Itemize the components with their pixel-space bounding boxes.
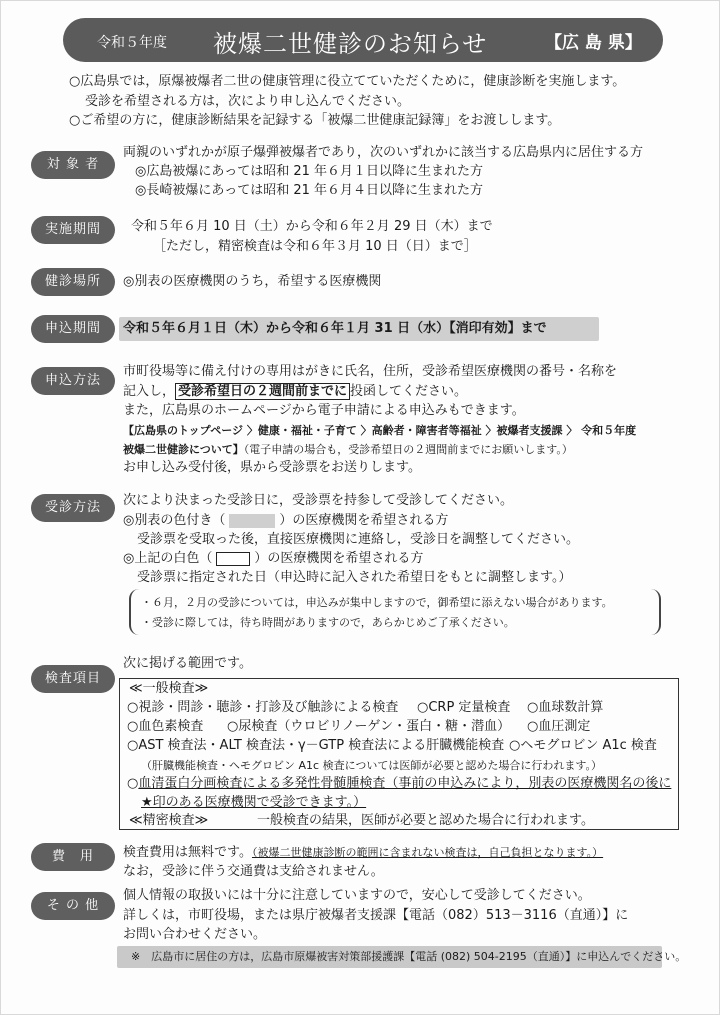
exam-liver-a1c-note: （肝臓機能検査・ヘモグロビン A1c 検査については医師が必要と認めた場合に行われます。） xyxy=(141,759,602,772)
exam-item-blood-count: ○血球数計算 xyxy=(527,700,604,715)
period-line-2: ［ただし，精密検査は令和６年３月 10 日（日）まで］ xyxy=(153,239,477,254)
fiscal-year: 令和５年度 xyxy=(97,35,167,51)
exam-myeloma-star-note: ★印のある医療機関で受診できます。） xyxy=(141,795,367,810)
precise-exam-text: 一般検査の結果，医師が必要と認めた場合に行われます。 xyxy=(257,813,594,828)
cost-line-1 xyxy=(123,844,603,862)
visit-method-line-5: 受診票に指定された日（申込時に記入された希望日をもとに調整します。） xyxy=(137,570,572,585)
page-title: 被爆二世健診のお知らせ xyxy=(213,30,488,58)
label-apply-period: 申込期間 xyxy=(31,315,115,343)
header-banner xyxy=(63,18,663,62)
visit-note-1: ・６月，２月の受診については，申込みが集中しますので，御希望に添えない場合があります。 xyxy=(141,596,613,609)
apply-method-line-5b: （電子申請の場合も，受診希望日の２週間前までにお願いします。） xyxy=(243,443,573,456)
label-exam-items: 検査項目 xyxy=(31,665,115,693)
apply-method-line-5 xyxy=(123,441,573,459)
white-color-swatch xyxy=(216,552,250,566)
exam-item-physical: ○視診・問診・聴診・打診及び触診による検査 xyxy=(127,700,399,715)
target-line-1: 両親のいずれかが原子爆弾被爆者であり，次のいずれかに該当する広島県内に居住する方 xyxy=(123,145,644,160)
visit-method-line-4b: ）の医療機関を希望される方 xyxy=(254,551,424,566)
period-line-1: 令和５年６月 10 日（土）から令和６年２月 29 日（木）まで xyxy=(131,219,493,234)
visit-method-line-3: 受診票を受取った後，直接医療機関に連絡し，受診日を調整してください。 xyxy=(137,532,580,547)
exam-item-myeloma-bullet: ○ xyxy=(127,776,139,791)
exam-item-liver: ○AST 検査法・ALT 検査法・γ－GTP 検査法による肝臓機能検査 xyxy=(127,738,505,753)
prefecture-tag: 【広 島 県】 xyxy=(545,33,642,53)
other-line-1: 個人情報の取扱いには十分に注意していますので，安心して受診してください。 xyxy=(123,888,591,903)
exam-item-a1c: ○ヘモグロビン A1c 検査 xyxy=(509,738,657,753)
cost-line-2: なお，受診に伴う交通費は支給されません。 xyxy=(123,864,384,879)
other-line-3: お問い合わせください。 xyxy=(123,927,267,942)
label-other: そ の 他 xyxy=(31,892,115,920)
label-target: 対 象 者 xyxy=(31,151,115,179)
label-cost: 費 用 xyxy=(31,843,115,871)
visit-method-line-4a: ◎上記の白色（ xyxy=(123,551,213,566)
label-period: 実施期間 xyxy=(31,216,115,244)
apply-method-nav-path: 【広島県のトップページ 〉健康・福祉・子育て 〉高齢者・障害者等福祉 〉被爆者支援課 〉 令和５年度 xyxy=(123,424,637,437)
label-place: 健診場所 xyxy=(31,268,115,296)
exam-item-myeloma xyxy=(127,775,671,793)
target-line-2: ◎広島被爆にあっては昭和 21 年６月１日以降に生まれた方 xyxy=(135,164,484,179)
cost-self-pay-note: （被爆二世健康診断の範囲に含まれない検査は，自己負担となります。） xyxy=(251,846,604,859)
intro-line-2: 受診を希望される方は，次により申し込んでください。 xyxy=(85,94,411,109)
exam-item-myeloma-text: 血清蛋白分画検査による多発性骨髄腫検査（事前の申込みにより，別表の医療機関名の後に xyxy=(138,776,672,791)
apply-method-line-3: また，広島県のホームページから電子申請による申込みもできます。 xyxy=(123,403,525,418)
apply-method-line-5a: 被爆二世健診について】 xyxy=(123,443,244,456)
visit-note-2: ・受診に際しては，待ち時間がありますので，あらかじめご了承ください。 xyxy=(141,616,515,629)
apply-period-line-1: 令和５年６月１日（木）から令和６年１月 31 日（水）【消印有効】まで xyxy=(123,321,547,336)
other-line-2: 詳しくは，市町役場，または県庁被爆者支援課【電話（082）513－3116（直通）】に xyxy=(123,908,629,923)
apply-method-line-1: 市町役場等に備え付けの専用はがきに氏名，住所，受診希望医療機関の番号・名称を xyxy=(123,364,618,379)
general-exam-header: ≪一般検査≫ xyxy=(129,681,209,696)
label-visit-method: 受診方法 xyxy=(31,494,115,522)
exam-item-hemoglobin: ○血色素検査 xyxy=(127,719,204,734)
target-line-3: ◎長崎被爆にあっては昭和 21 年６月４日以降に生まれた方 xyxy=(135,183,484,198)
apply-method-line-2a: 記入し， xyxy=(123,384,176,399)
intro-line-3: ○ご希望の方に，健康診断結果を記録する「被爆二世健康記録簿」をお渡しします。 xyxy=(69,113,561,128)
visit-method-line-4 xyxy=(123,550,423,568)
exam-item-blood-pressure: ○血圧測定 xyxy=(527,719,591,734)
place-line-1: ◎別表の医療機関のうち，希望する医療機関 xyxy=(123,274,382,289)
hiroshima-city-note: ※ 広島市に居住の方は，広島市原爆被害対策部援護課【電話 (082) 504-2195（直通）】に申込んでください。 xyxy=(117,946,662,968)
deadline-emphasis: 受診希望日の２週間前までに xyxy=(175,383,350,400)
visit-method-line-2a: ◎別表の色付き（ xyxy=(123,513,226,528)
visit-method-line-2 xyxy=(123,512,448,530)
precise-exam-header: ≪精密検査≫ xyxy=(129,813,209,828)
cost-free-text: 検査費用は無料です。 xyxy=(123,845,252,860)
exam-item-urine: ○尿検査（ウロビリノーゲン・蛋白・糖・潜血） xyxy=(227,719,511,734)
gray-color-swatch xyxy=(229,514,275,528)
exam-intro: 次に掲げる範囲です。 xyxy=(123,656,252,671)
label-apply-method: 申込方法 xyxy=(31,367,115,395)
apply-method-line-2 xyxy=(123,383,467,401)
visit-method-line-2b: ）の医療機関を希望される方 xyxy=(279,513,449,528)
exam-item-crp: ○CRP 定量検査 xyxy=(417,700,511,715)
intro-line-1: ○広島県では，原爆被爆者二世の健康管理に役立てていただくために，健康診断を実施します。 xyxy=(69,74,626,89)
apply-method-line-2c: 投函してください。 xyxy=(350,384,468,399)
apply-method-line-6: お申し込み受付後，県から受診票をお送りします。 xyxy=(123,460,421,475)
visit-method-line-1: 次により決まった受診日に，受診票を持参して受診してください。 xyxy=(123,493,514,508)
